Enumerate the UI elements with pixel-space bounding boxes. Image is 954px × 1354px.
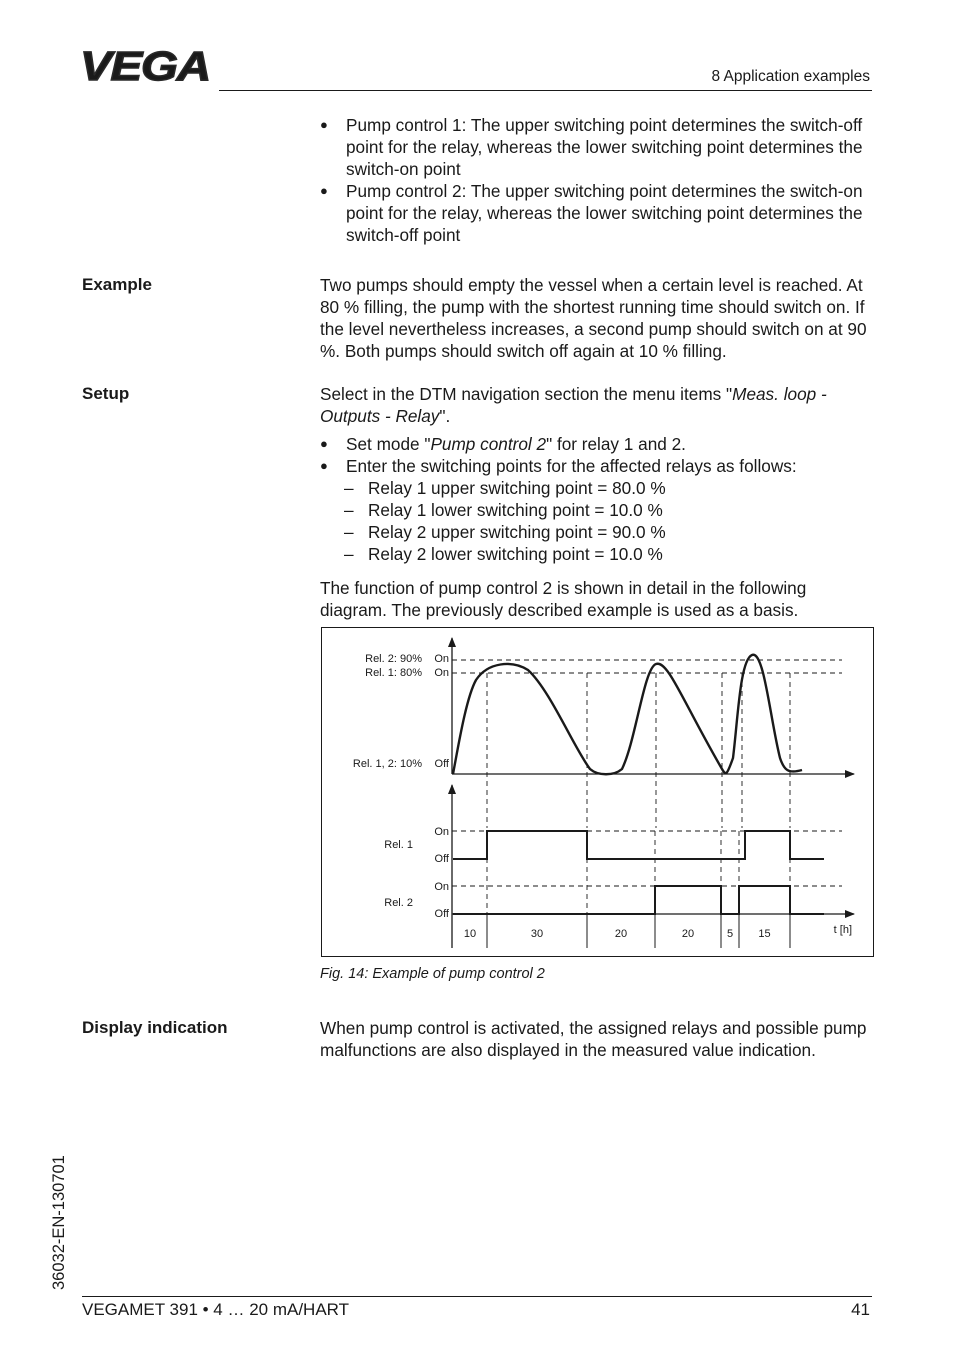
on-label: On — [434, 826, 449, 838]
relay2-trace — [453, 886, 824, 914]
list-item: ● Pump control 1: The upper switching point determines the switch-off point for the relay, whereas the lower switching point determines the switch-on point — [320, 114, 870, 180]
list-item: – Relay 2 upper switching point = 90.0 % — [320, 521, 872, 543]
switching-points-list — [320, 477, 872, 565]
setup-section — [320, 383, 872, 621]
diagram-svg — [322, 628, 873, 956]
threshold-label-80: Rel. 1: 80% — [365, 667, 422, 679]
intro-bullets — [320, 114, 870, 246]
section-title: 8 Application examples — [711, 68, 870, 85]
list-item: ● Set mode "Pump control 2" for relay 1 and 2. — [320, 433, 872, 455]
off-label: Off — [434, 758, 449, 770]
threshold-label-90: Rel. 2: 90% — [365, 653, 422, 665]
footer-product: VEGAMET 391 • 4 … 20 mA/HART — [82, 1300, 350, 1319]
on-label: On — [434, 653, 449, 665]
logo-text: VEGA — [80, 48, 210, 84]
footer-rule — [82, 1296, 872, 1297]
list-item: – Relay 2 lower switching point = 10.0 % — [320, 543, 872, 565]
diagram-intro: The function of pump control 2 is shown in detail in the following diagram. The previously described example is used as a basis. — [320, 578, 807, 620]
interval-label: 15 — [758, 928, 771, 940]
list-item: ● Enter the switching points for the affected relays as follows: — [320, 455, 872, 477]
doc-id: 36032-EN-130701 — [50, 1155, 68, 1290]
interval-label: 20 — [681, 928, 695, 940]
list-item: – Relay 1 lower switching point = 10.0 % — [320, 499, 872, 521]
time-unit-label: t [h] — [833, 924, 852, 936]
list-item: – Relay 1 upper switching point = 80.0 % — [320, 477, 872, 499]
pump-control-diagram — [321, 627, 874, 957]
relay1-label: Rel. 1 — [384, 839, 413, 851]
on-label: On — [434, 667, 449, 679]
display-indication-label: Display indication — [82, 1018, 228, 1037]
list-item: ● Pump control 2: The upper switching point determines the switch-on point for the relay, whereas the lower switching point determines the switch-off point — [320, 180, 870, 246]
figure-caption: Fig. 14: Example of pump control 2 — [320, 966, 545, 982]
interval-label: 20 — [614, 928, 628, 940]
example-text: Two pumps should empty the vessel when a certain level is reached. At 80 % filling, the pump with the shortest running time should switch on. If the level nevertheless increases, a second pump should switch on at 90 %. Both pumps should switch off again at 10 % filling. — [320, 275, 867, 361]
interval-label: 30 — [530, 928, 544, 940]
example-label: Example — [82, 275, 152, 294]
interval-label: 5 — [726, 928, 734, 940]
page-number: 41 — [851, 1300, 870, 1319]
setup-label: Setup — [82, 384, 130, 403]
interval-labels — [464, 928, 771, 940]
display-indication-text: When pump control is activated, the assigned relays and possible pump malfunctions are also displayed in the measured value indication. — [320, 1018, 867, 1060]
relay1-trace — [453, 831, 824, 859]
off-label: Off — [434, 853, 449, 865]
header-rule — [219, 90, 872, 91]
setup-bullets — [320, 433, 872, 477]
setup-intro: Select in the DTM navigation section the menu items "Meas. loop - Outputs - Relay". — [320, 384, 827, 426]
off-label: Off — [434, 908, 449, 920]
vega-logo — [80, 48, 214, 84]
interval-label: 10 — [463, 928, 477, 940]
relay2-label: Rel. 2 — [384, 897, 413, 909]
threshold-label-10: Rel. 1, 2: 10% — [352, 758, 422, 770]
on-label: On — [434, 881, 449, 893]
